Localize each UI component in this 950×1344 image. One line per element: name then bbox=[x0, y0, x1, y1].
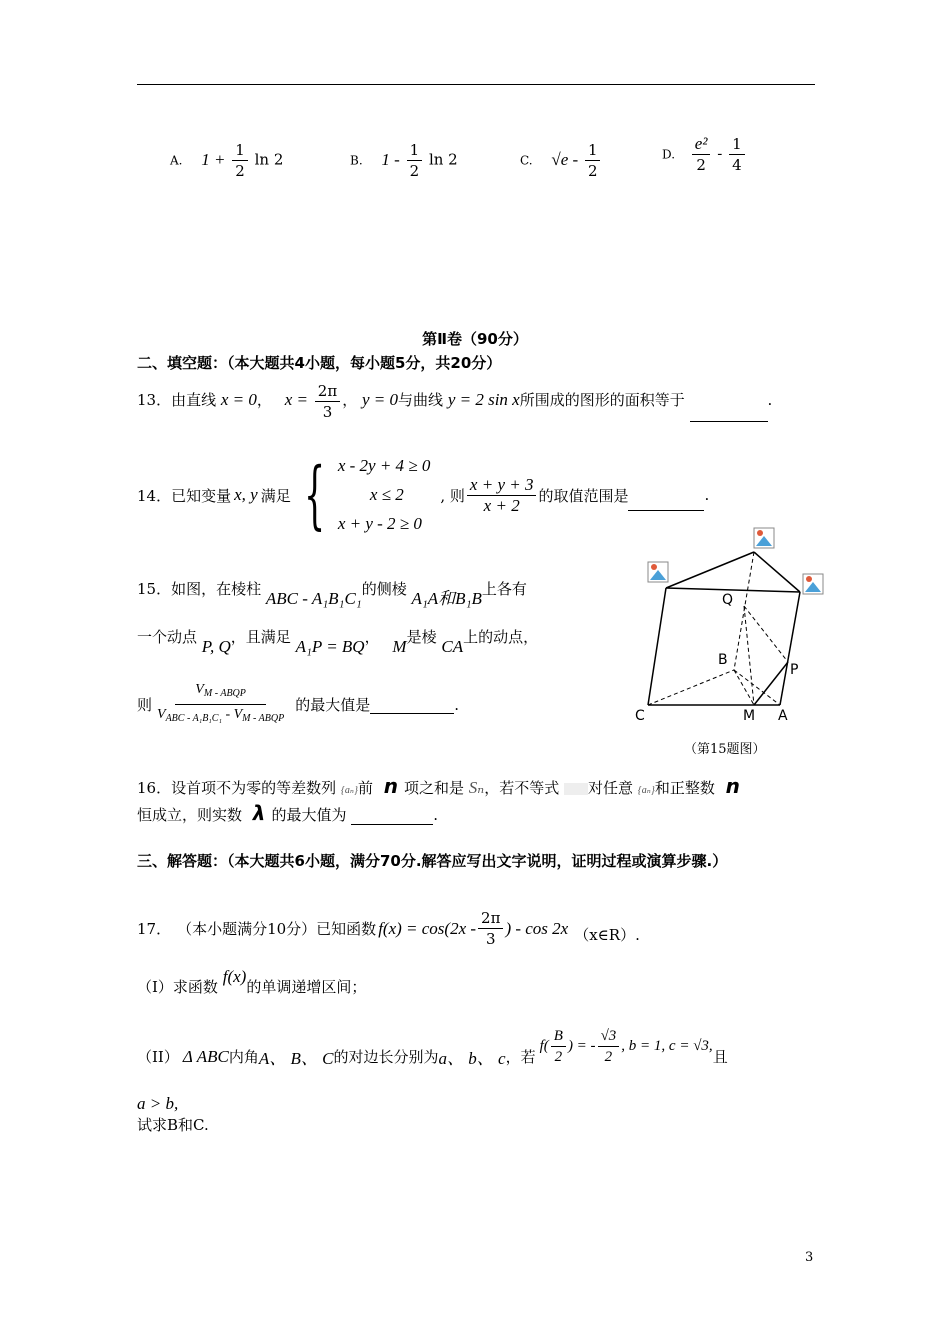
q-text: 的最大值是 bbox=[295, 696, 371, 714]
q-text: （x∈R）. bbox=[574, 926, 640, 944]
header-rule bbox=[137, 84, 815, 85]
edge-b1c1 bbox=[754, 552, 800, 592]
option-expr: 1 + bbox=[201, 149, 226, 169]
volume-symbol: - V bbox=[221, 707, 243, 722]
q-number: 15． bbox=[137, 580, 172, 598]
q-math: A₁P = BQ bbox=[295, 637, 365, 656]
q-math: CA bbox=[441, 637, 464, 656]
option-label: A. bbox=[170, 153, 183, 168]
q-math: y = 2 sin x bbox=[447, 390, 520, 409]
q-text: 的侧棱 bbox=[361, 580, 407, 598]
q-math: x, y bbox=[234, 485, 258, 504]
q-text: 则 bbox=[137, 696, 153, 714]
option-label: C. bbox=[520, 153, 533, 168]
point-label-q: Q bbox=[722, 592, 734, 608]
answer-blank[interactable] bbox=[628, 494, 704, 511]
question-15-line3 bbox=[137, 680, 459, 729]
frac-num: 1 bbox=[407, 140, 423, 161]
q-text: 上各有 bbox=[481, 580, 527, 598]
question-17-part1 bbox=[137, 967, 367, 997]
q-math: {aₙ} bbox=[637, 785, 655, 796]
option-c bbox=[520, 140, 602, 181]
q-math: f( bbox=[539, 1037, 549, 1054]
q-number: 16． bbox=[137, 779, 172, 797]
edge-bb1 bbox=[734, 552, 754, 670]
volume-sub: ABC - A₁B₁C₁ bbox=[165, 713, 222, 724]
q-number: 13． bbox=[137, 391, 172, 409]
frac-num: B bbox=[551, 1026, 566, 1047]
constraint-row: x ≤ 2 bbox=[369, 485, 404, 504]
q-math: n bbox=[725, 774, 740, 798]
point-label-m: M bbox=[743, 708, 756, 724]
frac-den: 3 bbox=[322, 402, 333, 421]
condition bbox=[540, 1026, 713, 1067]
frac-den: 2 bbox=[554, 1049, 563, 1065]
question-13 bbox=[137, 378, 772, 422]
volume-sub: M - ABQP bbox=[203, 688, 246, 699]
q-math: f(x) = cos(2x - bbox=[378, 918, 477, 938]
answer-blank[interactable] bbox=[351, 808, 433, 825]
question-15-line2 bbox=[137, 626, 539, 656]
q-math: A₁A和B₁B bbox=[411, 589, 482, 608]
section3-heading: 三、解答题：（本大题共6小题，满分70分.解答应写出文字说明，证明过程或演算步骤.） bbox=[137, 852, 728, 870]
q-math: x = 0 bbox=[220, 390, 257, 409]
volume-sub: M - ABQP bbox=[242, 713, 285, 724]
q-math: ) = - bbox=[567, 1037, 596, 1054]
answer-blank[interactable] bbox=[370, 697, 454, 714]
q-text: , 则 bbox=[440, 486, 465, 505]
minus-sign: - bbox=[717, 144, 723, 163]
edge-cc1 bbox=[648, 588, 666, 705]
q-text: ， bbox=[256, 391, 272, 409]
figure-caption: （第15题图） bbox=[684, 742, 766, 757]
point-label-a: A bbox=[778, 708, 788, 724]
q-math: P, Q bbox=[201, 637, 231, 656]
constraint-row: x + y - 2 ≥ 0 bbox=[337, 514, 422, 533]
segment-mp bbox=[754, 662, 788, 705]
edge-a1b1 bbox=[666, 552, 754, 588]
fraction bbox=[315, 381, 340, 422]
q-text: . bbox=[433, 806, 439, 824]
q-math: a > b, bbox=[137, 1094, 179, 1113]
q-text: 的单调递增区间； bbox=[246, 978, 367, 996]
q-text: ，若不等式 bbox=[484, 779, 560, 797]
point-label-p: P bbox=[790, 662, 799, 678]
edge-aa1 bbox=[780, 592, 800, 705]
answer-blank[interactable] bbox=[690, 405, 768, 422]
question-17-part2-tail bbox=[137, 1094, 209, 1135]
option-b bbox=[350, 140, 458, 181]
q-text: （本小题满分10分）已知函数 bbox=[177, 920, 377, 938]
fraction bbox=[467, 475, 537, 516]
frac-den: 4 bbox=[732, 156, 742, 174]
question-14 bbox=[137, 452, 709, 538]
q-text: 前 bbox=[357, 779, 373, 797]
frac-den: 2 bbox=[409, 162, 420, 180]
q-math: ABC - A₁B₁C₁ bbox=[265, 589, 362, 608]
question-17-part2 bbox=[137, 1028, 728, 1077]
page-number: 3 bbox=[805, 1250, 814, 1265]
q-math: Δ ABC bbox=[182, 1046, 229, 1066]
option-d bbox=[662, 134, 747, 175]
segment-bm bbox=[734, 670, 754, 705]
q-text: 与曲线 bbox=[398, 391, 444, 409]
q-text: 的取值范围是 bbox=[538, 486, 629, 505]
missing-image-icon bbox=[754, 528, 774, 548]
q-math: f(x) bbox=[222, 967, 247, 986]
q-text: （I）求函数 bbox=[137, 978, 218, 996]
q-math: A、 B、 C bbox=[258, 1049, 334, 1068]
frac-num: √3 bbox=[598, 1026, 620, 1047]
frac-num: 2π bbox=[315, 381, 340, 402]
left-brace: { bbox=[303, 452, 325, 538]
q-text: 所围成的图形的面积等于 bbox=[519, 391, 685, 409]
q-math: n bbox=[383, 774, 398, 798]
prism-figure bbox=[630, 522, 830, 737]
question-16-line1 bbox=[137, 774, 740, 798]
option-expr: ln 2 bbox=[254, 150, 284, 169]
point-label-c: C bbox=[635, 708, 645, 724]
fraction bbox=[407, 140, 423, 181]
q-text: 对任意 bbox=[587, 779, 633, 797]
option-label: D. bbox=[662, 147, 676, 162]
option-expr: ln 2 bbox=[428, 150, 458, 169]
q-math: a、 b、 c bbox=[438, 1049, 506, 1068]
q-math: x = bbox=[284, 390, 308, 409]
q-text: ，若 bbox=[505, 1048, 536, 1066]
q-text: 上的动点， bbox=[463, 628, 539, 646]
q-text: 内角 bbox=[228, 1048, 259, 1066]
frac-num: 2π bbox=[478, 908, 503, 929]
q-text: （II） bbox=[137, 1048, 179, 1066]
fraction bbox=[478, 908, 503, 949]
q-text: 和正整数 bbox=[654, 779, 715, 797]
segment-qp bbox=[744, 606, 788, 662]
option-expr: 1 - bbox=[381, 149, 400, 169]
q-text: ，且满足 bbox=[230, 628, 291, 646]
frac-num: e² bbox=[692, 134, 711, 155]
option-a bbox=[170, 140, 283, 181]
edge-cb bbox=[648, 670, 734, 705]
option-expr: √e - bbox=[551, 149, 579, 169]
option-label: B. bbox=[350, 153, 363, 168]
q-text: . bbox=[454, 695, 459, 714]
fraction bbox=[551, 1026, 566, 1067]
q-text: 试求B和C. bbox=[137, 1116, 209, 1134]
fraction bbox=[729, 134, 745, 175]
volume-ratio bbox=[154, 680, 287, 729]
part2-title: 第Ⅱ卷（90分） bbox=[422, 330, 528, 348]
q-text: 的最大值为 bbox=[271, 806, 347, 824]
section2-heading: 二、填空题：（本大题共4小题，每小题5分，共20分） bbox=[137, 354, 502, 372]
frac-den: 2 bbox=[235, 162, 245, 180]
q-math: {aₙ} bbox=[340, 785, 358, 796]
frac-den: 3 bbox=[485, 930, 496, 948]
q-text: 且 bbox=[712, 1048, 728, 1066]
missing-inequality-image bbox=[564, 783, 588, 795]
fraction bbox=[585, 140, 601, 181]
fraction bbox=[598, 1026, 620, 1067]
fraction bbox=[692, 134, 711, 175]
frac-den: x + 2 bbox=[483, 495, 520, 515]
q-text: 是棱 bbox=[406, 628, 437, 646]
question-17 bbox=[137, 908, 640, 949]
q-text: 的对边长分别为 bbox=[333, 1048, 439, 1066]
q-text: ， bbox=[364, 628, 380, 646]
missing-image-icon bbox=[648, 562, 668, 582]
frac-den: 2 bbox=[604, 1049, 613, 1065]
q-math: , b = 1, c = √3, bbox=[621, 1037, 713, 1054]
q-text: 由直线 bbox=[171, 391, 217, 409]
q-text: . bbox=[704, 486, 710, 504]
fraction bbox=[232, 140, 248, 181]
missing-image-icon bbox=[803, 574, 823, 594]
q-text: 恒成立，则实数 bbox=[137, 806, 243, 824]
q-text: 如图，在棱柱 bbox=[171, 580, 262, 598]
q-text: 已知变量 bbox=[171, 486, 232, 505]
q-text: 设首项不为零的等差数列 bbox=[171, 779, 337, 797]
q-text: 满足 bbox=[260, 486, 291, 505]
q-math: y = 0 bbox=[361, 390, 399, 409]
q-text: 项之和是 bbox=[404, 779, 465, 797]
constraint-system bbox=[291, 452, 431, 538]
q-text: 一个动点 bbox=[137, 628, 198, 646]
q-number: 17． bbox=[137, 920, 172, 938]
q-math: M bbox=[392, 637, 407, 656]
q-math: λ bbox=[252, 801, 266, 825]
volume-symbol: V bbox=[157, 707, 166, 722]
frac-num: 1 bbox=[729, 134, 745, 155]
q-math: Sₙ bbox=[468, 778, 485, 797]
q-text: . bbox=[767, 391, 773, 409]
frac-num: x + y + 3 bbox=[467, 475, 537, 496]
question-16-line2 bbox=[137, 801, 438, 825]
q-math: ) - cos 2x bbox=[505, 918, 569, 938]
question-15-line1 bbox=[137, 574, 527, 608]
edge-ba bbox=[734, 670, 780, 705]
point-label-b: B bbox=[718, 652, 728, 668]
volume-symbol: V bbox=[195, 682, 204, 697]
q-text: ， bbox=[342, 391, 358, 409]
q-number: 14． bbox=[137, 486, 172, 505]
constraint-row: x - 2y + 4 ≥ 0 bbox=[337, 456, 431, 475]
frac-num: 1 bbox=[585, 140, 601, 161]
frac-den: 2 bbox=[587, 162, 598, 180]
frac-num: 1 bbox=[232, 140, 248, 161]
frac-den: 2 bbox=[696, 156, 706, 174]
